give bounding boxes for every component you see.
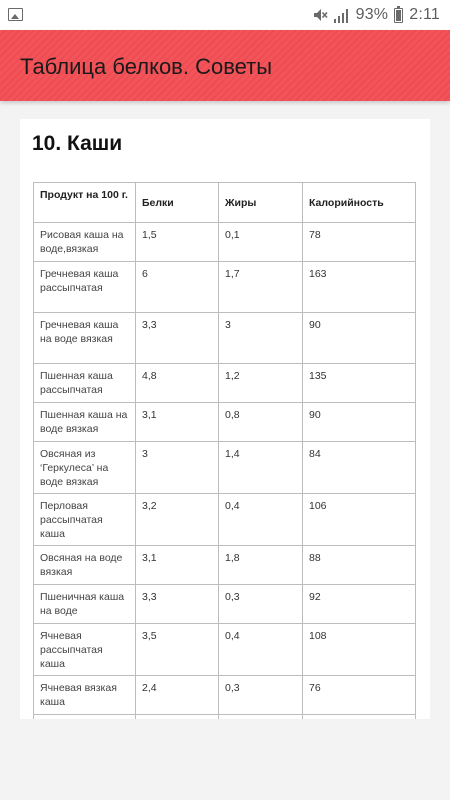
protein-value: 3,1 (136, 546, 219, 585)
battery-icon (394, 8, 403, 23)
status-bar (0, 0, 450, 30)
product-name: Ячневая рассыпчатая каша (34, 624, 136, 676)
table-row (34, 262, 416, 313)
table-header-row (34, 183, 416, 223)
fat-value: 0,1 (219, 223, 303, 262)
calories-value: 106 (303, 494, 416, 546)
table-row (34, 585, 416, 624)
product-name: Пшеничная каша на воде (34, 585, 136, 624)
protein-value: 3,2 (136, 494, 219, 546)
fat-value: 0,4 (219, 494, 303, 546)
calories-value: 108 (303, 624, 416, 676)
signal-icon (334, 8, 350, 23)
calories-value: 135 (303, 364, 416, 403)
image-notification-icon (8, 8, 23, 21)
table-row (34, 624, 416, 676)
protein-value: 3,3 (136, 313, 219, 364)
calories-value: 88 (303, 546, 416, 585)
battery-percent: 93% (355, 6, 389, 23)
fat-value: 3 (219, 313, 303, 364)
table-row (34, 494, 416, 546)
table-row (34, 223, 416, 262)
fat-value: 0,8 (219, 403, 303, 442)
clock: 2:11 (409, 6, 440, 23)
page-title: Таблица белков. Советы (20, 54, 273, 79)
protein-value: 6 (136, 262, 219, 313)
fat-value: 0,3 (219, 585, 303, 624)
fat-value: 1,4 (219, 442, 303, 494)
fat-value: 1,7 (219, 262, 303, 313)
product-name: Пшенная каша рассыпчатая (34, 364, 136, 403)
calories-value: 84 (303, 442, 416, 494)
protein-value: 4,8 (136, 364, 219, 403)
product-name: Гречневая каша на воде вязкая (34, 313, 136, 364)
protein-value: 3 (136, 442, 219, 494)
column-header-protein: Белки (136, 183, 219, 223)
nutrition-table (33, 182, 416, 719)
mute-icon (312, 7, 328, 23)
protein-value: 3,1 (136, 403, 219, 442)
product-name: Овсяная из ‘Геркулеса’ на воде вязкая (34, 442, 136, 494)
protein-value: 3,5 (136, 624, 219, 676)
table-row (34, 442, 416, 494)
table-row (34, 546, 416, 585)
table-row (34, 364, 416, 403)
fat-value: 1,2 (219, 364, 303, 403)
calories-value: 76 (303, 676, 416, 715)
product-name: Пшенная каша на воде вязкая (34, 403, 136, 442)
column-header-fat: Жиры (219, 183, 303, 223)
content-card (20, 119, 430, 719)
product-name: Ячневая вязкая каша (34, 676, 136, 715)
table-row-partial (34, 715, 416, 720)
protein-value: 3,3 (136, 585, 219, 624)
column-header-product: Продукт на 100 г. (34, 183, 136, 223)
table-row (34, 403, 416, 442)
product-name: Перловая рассыпчатая каша (34, 494, 136, 546)
calories-value: 92 (303, 585, 416, 624)
calories-value: 90 (303, 313, 416, 364)
product-name: Овсяная на воде вязкая (34, 546, 136, 585)
product-name: Рисовая каша на воде,вязкая (34, 223, 136, 262)
table-row (34, 676, 416, 715)
protein-value: 1,5 (136, 223, 219, 262)
table-row (34, 313, 416, 364)
column-header-calories: Калорийность (303, 183, 416, 223)
fat-value: 0,4 (219, 624, 303, 676)
product-name: Гречневая каша рассыпчатая (34, 262, 136, 313)
fat-value: 1,8 (219, 546, 303, 585)
app-bar (0, 30, 450, 101)
calories-value: 90 (303, 403, 416, 442)
fat-value: 0,3 (219, 676, 303, 715)
section-heading: 10. Каши (32, 132, 123, 155)
protein-value: 2,4 (136, 676, 219, 715)
calories-value: 78 (303, 223, 416, 262)
calories-value: 163 (303, 262, 416, 313)
